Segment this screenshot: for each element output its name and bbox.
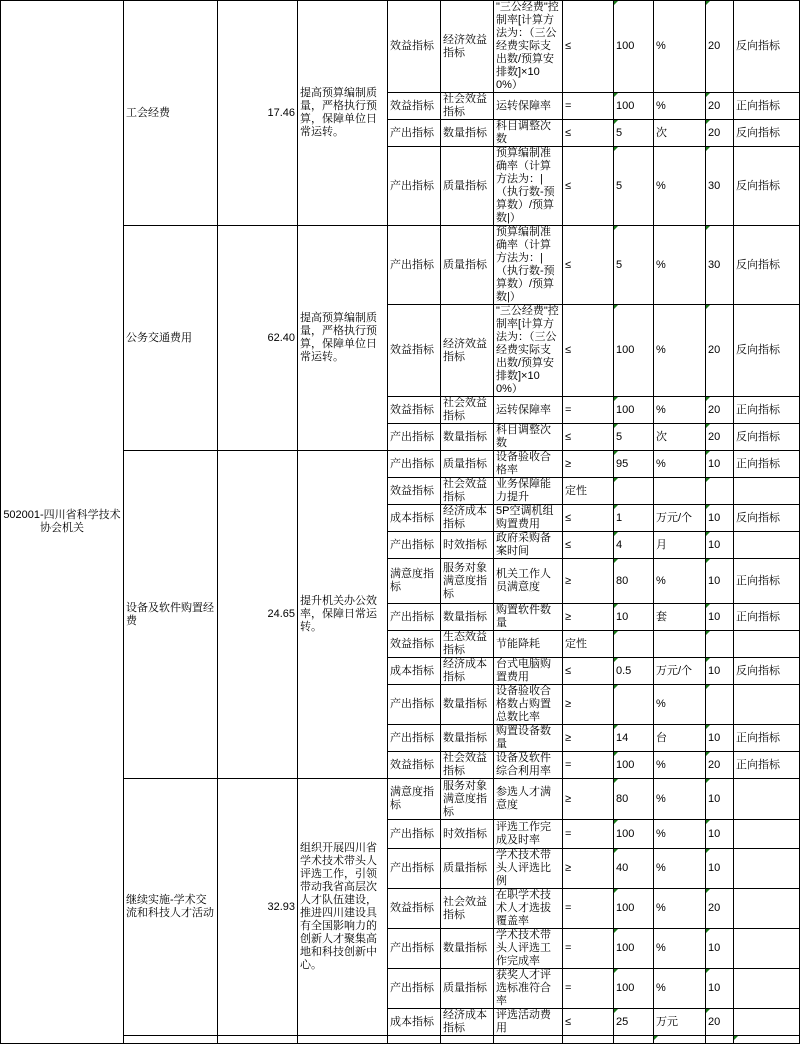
level2-indicator: 社会效益指标 — [441, 752, 494, 779]
direction — [734, 685, 800, 725]
operator: ≤ — [563, 226, 614, 305]
direction: 反向指标 — [734, 658, 800, 685]
level2-indicator: 数量指标 — [441, 929, 494, 969]
target-value: 100 — [614, 820, 654, 849]
measure-unit: % — [654, 397, 706, 424]
target-value: 100 — [614, 1, 654, 93]
operator: ≥ — [563, 559, 614, 604]
level1-indicator: 产出指标 — [388, 532, 441, 559]
level1-indicator: 成本指标 — [388, 658, 441, 685]
target-value — [614, 631, 654, 658]
target-value: 4 — [614, 532, 654, 559]
direction: 正向指标 — [734, 604, 800, 631]
weight: 10 — [706, 505, 734, 532]
level2-indicator: 经济成本指标 — [441, 658, 494, 685]
operator: = — [563, 820, 614, 849]
level2-indicator: 服务对象满意度指标 — [441, 559, 494, 604]
project-amount: 17.46 — [218, 1, 298, 226]
weight — [706, 631, 734, 658]
level2-indicator: 质量指标 — [441, 147, 494, 226]
level2-indicator: 数量指标 — [441, 424, 494, 451]
target-value: 100 — [614, 969, 654, 1009]
target-value: 5 — [614, 147, 654, 226]
direction: 反向指标 — [734, 120, 800, 147]
target-value: 14 — [614, 725, 654, 752]
empty-cell — [563, 1036, 614, 1044]
operator: ≥ — [563, 849, 614, 889]
project-goal: 组织开展四川省学术技术带头人评选工作，引领带动我省高层次人才队伍建设，推进四川建设具有全国影响力的创新人才聚集高地和科技创新中心。 — [298, 779, 388, 1036]
operator: ≤ — [563, 147, 614, 226]
direction: 反向指标 — [734, 1, 800, 93]
indicator-name: 预算编制准确率（计算方法为：|（执行数-预算数）/预算数|） — [494, 147, 563, 226]
indicator-name: 5P空调机组购置费用 — [494, 505, 563, 532]
level2-indicator: 数量指标 — [441, 685, 494, 725]
level1-indicator: 产出指标 — [388, 451, 441, 478]
indicator-name: 设备及软件综合利用率 — [494, 752, 563, 779]
direction — [734, 532, 800, 559]
indicator-name: 学术技术带头人评选比例 — [494, 849, 563, 889]
level2-indicator: 社会效益指标 — [441, 478, 494, 505]
indicator-name: 设备验收合格率 — [494, 451, 563, 478]
target-value: 100 — [614, 397, 654, 424]
operator: = — [563, 93, 614, 120]
operator: ≥ — [563, 779, 614, 820]
level1-indicator: 满意度指标 — [388, 559, 441, 604]
direction: 正向指标 — [734, 752, 800, 779]
measure-unit: 月 — [654, 532, 706, 559]
level2-indicator: 社会效益指标 — [441, 889, 494, 929]
project-name: 公务交通费用 — [124, 226, 218, 451]
weight: 20 — [706, 889, 734, 929]
level1-indicator: 满意度指标 — [388, 779, 441, 820]
indicator-name: 评选工作完成及时率 — [494, 820, 563, 849]
target-value: 0.5 — [614, 658, 654, 685]
project-amount: 62.40 — [218, 226, 298, 451]
weight: 30 — [706, 147, 734, 226]
level2-indicator: 时效指标 — [441, 532, 494, 559]
direction — [734, 889, 800, 929]
weight: 20 — [706, 120, 734, 147]
weight: 10 — [706, 820, 734, 849]
empty-cell — [441, 1036, 494, 1044]
project-goal: 提高预算编制质量，严格执行预算，保障单位日常运转。 — [298, 226, 388, 451]
indicator-name: 机关工作人员满意度 — [494, 559, 563, 604]
target-value — [614, 478, 654, 505]
direction: 反向指标 — [734, 147, 800, 226]
weight: 10 — [706, 658, 734, 685]
target-value: 80 — [614, 559, 654, 604]
indicator-name: 购置设备数量 — [494, 725, 563, 752]
target-value: 100 — [614, 93, 654, 120]
weight: 20 — [706, 93, 734, 120]
measure-unit: 台 — [654, 725, 706, 752]
indicator-name: 预算编制准确率（计算方法为：|（执行数-预算数）/预算数|） — [494, 226, 563, 305]
measure-unit: % — [654, 226, 706, 305]
target-value: 5 — [614, 424, 654, 451]
indicator-name: 业务保障能力提升 — [494, 478, 563, 505]
operator: ≤ — [563, 424, 614, 451]
weight — [706, 478, 734, 505]
direction: 正向指标 — [734, 725, 800, 752]
level1-indicator: 效益指标 — [388, 478, 441, 505]
unit-name: 502001-四川省科学技术协会机关 — [1, 1, 124, 1044]
level2-indicator: 质量指标 — [441, 226, 494, 305]
measure-unit: 次 — [654, 120, 706, 147]
operator: = — [563, 889, 614, 929]
level1-indicator: 产出指标 — [388, 725, 441, 752]
measure-unit: % — [654, 779, 706, 820]
empty-cell — [614, 1036, 654, 1044]
level2-indicator: 生态效益指标 — [441, 631, 494, 658]
operator: = — [563, 752, 614, 779]
level1-indicator: 产出指标 — [388, 969, 441, 1009]
weight: 10 — [706, 725, 734, 752]
measure-unit: % — [654, 752, 706, 779]
measure-unit: % — [654, 820, 706, 849]
weight: 10 — [706, 969, 734, 1009]
project-amount: 32.93 — [218, 779, 298, 1036]
empty-cell — [124, 1036, 218, 1044]
direction — [734, 478, 800, 505]
direction: 正向指标 — [734, 451, 800, 478]
indicator-name: "三公经费"控制率[计算方法为：（三公经费实际支出数/预算安排数]×100%） — [494, 1, 563, 93]
level1-indicator: 产出指标 — [388, 929, 441, 969]
measure-unit: 万元/个 — [654, 505, 706, 532]
operator: ≥ — [563, 451, 614, 478]
target-value: 100 — [614, 305, 654, 397]
operator: ≤ — [563, 1, 614, 93]
indicator-name: 科目调整次数 — [494, 120, 563, 147]
table-row — [1, 1, 800, 93]
indicator-name: 科目调整次数 — [494, 424, 563, 451]
target-value: 100 — [614, 929, 654, 969]
target-value: 25 — [614, 1009, 654, 1036]
empty-cell — [706, 1036, 734, 1044]
measure-unit: 次 — [654, 424, 706, 451]
indicator-name: 台式电脑购置费用 — [494, 658, 563, 685]
level2-indicator: 时效指标 — [441, 820, 494, 849]
measure-unit: % — [654, 685, 706, 725]
level2-indicator: 质量指标 — [441, 849, 494, 889]
operator: ≥ — [563, 725, 614, 752]
target-value — [614, 685, 654, 725]
weight: 20 — [706, 1, 734, 93]
indicator-name: 运转保障率 — [494, 397, 563, 424]
weight: 10 — [706, 929, 734, 969]
measure-unit: 套 — [654, 604, 706, 631]
measure-unit — [654, 631, 706, 658]
weight: 10 — [706, 604, 734, 631]
direction: 反向指标 — [734, 424, 800, 451]
direction — [734, 849, 800, 889]
target-value: 95 — [614, 451, 654, 478]
weight: 20 — [706, 397, 734, 424]
direction — [734, 779, 800, 820]
direction: 正向指标 — [734, 397, 800, 424]
direction — [734, 631, 800, 658]
target-value: 10 — [614, 604, 654, 631]
level1-indicator: 效益指标 — [388, 397, 441, 424]
level2-indicator: 数量指标 — [441, 120, 494, 147]
weight: 10 — [706, 849, 734, 889]
level2-indicator: 社会效益指标 — [441, 93, 494, 120]
operator: ≤ — [563, 120, 614, 147]
weight: 30 — [706, 226, 734, 305]
level1-indicator: 产出指标 — [388, 424, 441, 451]
project-goal: 提高预算编制质量，严格执行预算，保障单位日常运转。 — [298, 1, 388, 226]
level1-indicator: 效益指标 — [388, 93, 441, 120]
indicator-name: 在职学术技术人才选拔覆盖率 — [494, 889, 563, 929]
level1-indicator: 产出指标 — [388, 226, 441, 305]
project-name: 设备及软件购置经费 — [124, 451, 218, 779]
level2-indicator: 经济效益指标 — [441, 305, 494, 397]
operator: ≥ — [563, 685, 614, 725]
level1-indicator: 效益指标 — [388, 305, 441, 397]
operator: ≥ — [563, 604, 614, 631]
level1-indicator: 效益指标 — [388, 752, 441, 779]
level1-indicator: 产出指标 — [388, 849, 441, 889]
measure-unit: % — [654, 147, 706, 226]
target-value: 5 — [614, 120, 654, 147]
operator: ≤ — [563, 305, 614, 397]
project-amount: 24.65 — [218, 451, 298, 779]
level1-indicator: 产出指标 — [388, 604, 441, 631]
direction — [734, 1009, 800, 1036]
operator: ≤ — [563, 1009, 614, 1036]
indicator-name: 政府采购备案时间 — [494, 532, 563, 559]
level1-indicator: 成本指标 — [388, 505, 441, 532]
weight: 10 — [706, 779, 734, 820]
level1-indicator: 产出指标 — [388, 120, 441, 147]
weight: 10 — [706, 532, 734, 559]
measure-unit: % — [654, 929, 706, 969]
indicator-name: 学术技术带头人评选工作完成率 — [494, 929, 563, 969]
level2-indicator: 质量指标 — [441, 451, 494, 478]
measure-unit: % — [654, 889, 706, 929]
operator: = — [563, 397, 614, 424]
level2-indicator: 服务对象满意度指标 — [441, 779, 494, 820]
measure-unit — [654, 478, 706, 505]
direction: 反向指标 — [734, 505, 800, 532]
empty-cell — [494, 1036, 563, 1044]
indicator-name: 参选人才满意度 — [494, 779, 563, 820]
direction — [734, 820, 800, 849]
measure-unit: % — [654, 305, 706, 397]
target-value: 100 — [614, 889, 654, 929]
measure-unit: % — [654, 559, 706, 604]
direction: 正向指标 — [734, 559, 800, 604]
measure-unit: % — [654, 451, 706, 478]
target-value: 1 — [614, 505, 654, 532]
level1-indicator: 产出指标 — [388, 820, 441, 849]
operator: 定性 — [563, 631, 614, 658]
operator: = — [563, 969, 614, 1009]
level2-indicator: 经济成本指标 — [441, 1009, 494, 1036]
level1-indicator: 产出指标 — [388, 685, 441, 725]
project-name: 继续实施-学术交流和科技人才活动 — [124, 779, 218, 1036]
indicator-name: 节能降耗 — [494, 631, 563, 658]
direction — [734, 929, 800, 969]
level1-indicator: 效益指标 — [388, 631, 441, 658]
operator: ≤ — [563, 532, 614, 559]
measure-unit: % — [654, 969, 706, 1009]
operator: ≤ — [563, 505, 614, 532]
operator: ≤ — [563, 658, 614, 685]
level1-indicator: 效益指标 — [388, 889, 441, 929]
level1-indicator: 成本指标 — [388, 1009, 441, 1036]
weight: 20 — [706, 1009, 734, 1036]
level1-indicator: 效益指标 — [388, 1, 441, 93]
empty-cell — [388, 1036, 441, 1044]
weight: 20 — [706, 752, 734, 779]
direction: 正向指标 — [734, 93, 800, 120]
measure-unit: 万元 — [654, 1009, 706, 1036]
project-name: 工会经费 — [124, 1, 218, 226]
indicator-name: 评选活动费用 — [494, 1009, 563, 1036]
level2-indicator: 经济成本指标 — [441, 505, 494, 532]
operator: 定性 — [563, 478, 614, 505]
weight: 10 — [706, 451, 734, 478]
direction: 反向指标 — [734, 226, 800, 305]
indicator-name: 购置软件数量 — [494, 604, 563, 631]
level2-indicator: 质量指标 — [441, 969, 494, 1009]
indicator-name: 获奖人才评选标准符合率 — [494, 969, 563, 1009]
level1-indicator: 产出指标 — [388, 147, 441, 226]
indicator-name: "三公经费"控制率[计算方法为：（三公经费实际支出数/预算安排数]×100%） — [494, 305, 563, 397]
weight: 20 — [706, 305, 734, 397]
weight — [706, 685, 734, 725]
table-body — [1, 1, 800, 1044]
empty-cell — [218, 1036, 298, 1044]
weight: 20 — [706, 424, 734, 451]
direction — [734, 969, 800, 1009]
measure-unit: % — [654, 849, 706, 889]
level2-indicator: 社会效益指标 — [441, 397, 494, 424]
level2-indicator: 经济效益指标 — [441, 1, 494, 93]
target-value: 40 — [614, 849, 654, 889]
target-value: 80 — [614, 779, 654, 820]
measure-unit: % — [654, 1, 706, 93]
empty-cell — [734, 1036, 800, 1044]
empty-cell — [298, 1036, 388, 1044]
level2-indicator: 数量指标 — [441, 604, 494, 631]
target-value: 100 — [614, 752, 654, 779]
empty-cell — [654, 1036, 706, 1044]
measure-unit: 万元/个 — [654, 658, 706, 685]
indicator-name: 设备验收合格数占购置总数比率 — [494, 685, 563, 725]
indicator-name: 运转保障率 — [494, 93, 563, 120]
direction: 反向指标 — [734, 305, 800, 397]
level2-indicator: 数量指标 — [441, 725, 494, 752]
weight: 10 — [706, 559, 734, 604]
target-value: 5 — [614, 226, 654, 305]
project-goal: 提升机关办公效率，保障日常运转。 — [298, 451, 388, 779]
operator: = — [563, 929, 614, 969]
measure-unit: % — [654, 93, 706, 120]
